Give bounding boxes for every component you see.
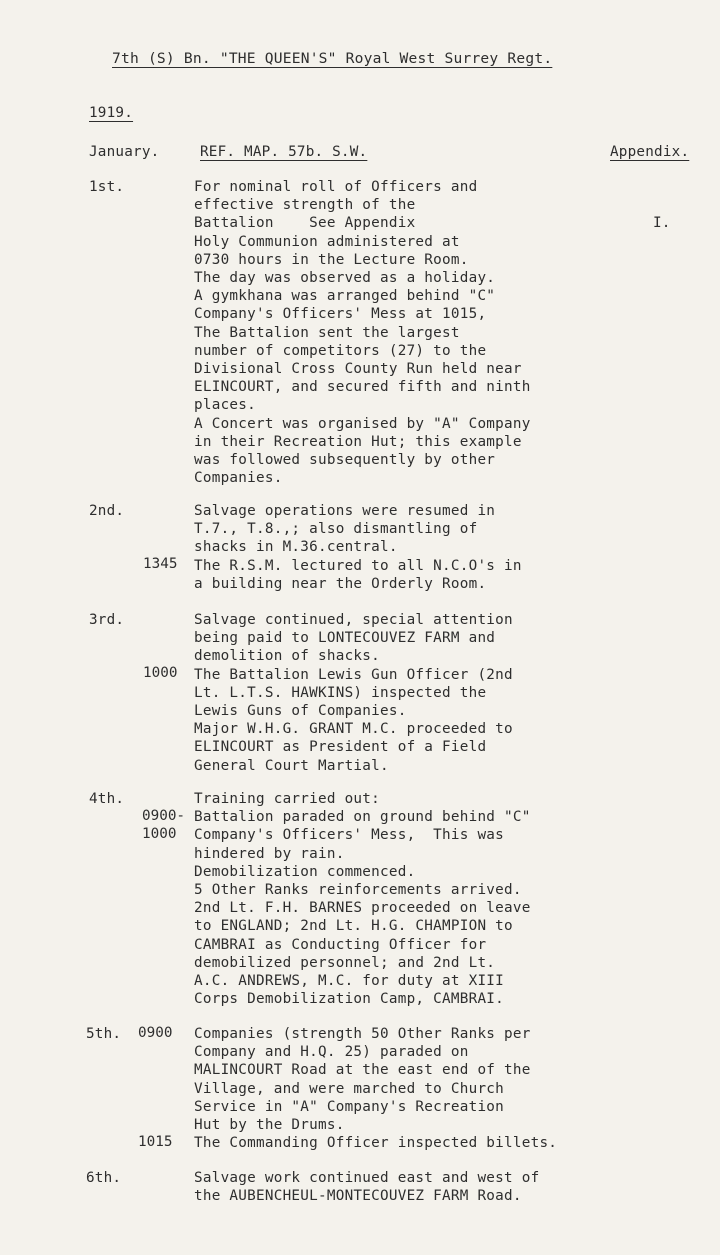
entry-date: 6th.	[86, 1170, 122, 1186]
entry-line: ELINCOURT as President of a Field	[194, 739, 487, 756]
diary-entry-5th	[194, 1025, 714, 1152]
diary-entry-6th	[194, 1169, 714, 1205]
entry-line: shacks in M.36.central.	[194, 539, 398, 556]
entry-line: hindered by rain.	[194, 845, 345, 862]
entry-line: Battalion See Appendix	[194, 215, 416, 232]
entry-line: 2nd Lt. F.H. BARNES proceeded on leave	[194, 900, 531, 917]
entry-line: Village, and were marched to Church	[194, 1080, 505, 1097]
entry-date: 3rd.	[89, 612, 125, 628]
entry-line: Battalion paraded on ground behind "C"	[194, 809, 531, 826]
entry-line: Salvage operations were resumed in	[194, 503, 496, 519]
entry-line: Company's Officers' Mess, This was	[194, 827, 505, 844]
entry-line: Companies (strength 50 Other Ranks per	[194, 1026, 531, 1042]
entry-line: The Battalion Lewis Gun Officer (2nd	[194, 666, 513, 683]
entry-line: A.C. ANDREWS, M.C. for duty at XIII	[194, 973, 505, 990]
diary-entry-4th	[194, 790, 714, 1008]
entry-line: The Battalion sent the largest	[194, 324, 460, 341]
entry-date: 4th.	[89, 791, 125, 807]
diary-entry-3rd	[194, 611, 714, 775]
month-label: January.	[89, 144, 160, 160]
entry-line: Divisional Cross County Run held near	[194, 361, 522, 378]
entry-line: A Concert was organised by "A" Company	[194, 415, 531, 432]
diary-entry-2nd	[194, 502, 714, 593]
entry-line: Holy Communion administered at	[194, 233, 460, 250]
entry-line: The Commanding Officer inspected billets.	[194, 1135, 558, 1152]
entry-time: 1000	[143, 665, 178, 681]
entry-time: 1000	[142, 826, 177, 842]
map-reference: REF. MAP. 57b. S.W.	[200, 144, 368, 160]
entry-line: MALINCOURT Road at the east end of the	[194, 1062, 531, 1079]
entry-line: Service in "A" Company's Recreation	[194, 1098, 505, 1115]
entry-line: General Court Martial.	[194, 757, 389, 774]
entry-line: number of competitors (27) to the	[194, 342, 487, 359]
entry-line: Salvage continued, special attention	[194, 612, 513, 628]
diary-entry-1st	[194, 178, 714, 487]
entry-time: 0900	[138, 1025, 173, 1041]
entry-line: effective strength of the	[194, 197, 416, 214]
entry-line: to ENGLAND; 2nd Lt. H.G. CHAMPION to	[194, 918, 513, 935]
entry-date: 1st.	[89, 179, 125, 195]
entry-line: Corps Demobilization Camp, CAMBRAI.	[194, 991, 505, 1008]
entry-line: T.7., T.8.,; also dismantling of	[194, 521, 478, 538]
entry-line: 0730 hours in the Lecture Room.	[194, 251, 469, 268]
entry-line: ELINCOURT, and secured fifth and ninth	[194, 379, 531, 396]
appendix-column-heading: Appendix.	[610, 144, 690, 160]
entry-line: being paid to LONTECOUVEZ FARM and	[194, 630, 496, 647]
entry-line: the AUBENCHEUL-MONTECOUVEZ FARM Road.	[194, 1188, 522, 1205]
entry-line: The day was observed as a holiday.	[194, 270, 496, 287]
entry-line: Lewis Guns of Companies.	[194, 703, 407, 720]
entry-line: places.	[194, 397, 257, 414]
entry-line: in their Recreation Hut; this example	[194, 433, 522, 450]
entry-line: demolition of shacks.	[194, 648, 381, 665]
entry-time: 0900-	[142, 808, 186, 824]
entry-line: For nominal roll of Officers and	[194, 179, 478, 195]
entry-line: Training carried out:	[194, 791, 381, 807]
entry-line: Company's Officers' Mess at 1015,	[194, 306, 487, 323]
entry-time: 1345	[143, 556, 178, 572]
entry-line: demobilized personnel; and 2nd Lt.	[194, 954, 496, 971]
entry-line: CAMBRAI as Conducting Officer for	[194, 936, 487, 953]
entry-line: Demobilization commenced.	[194, 863, 416, 880]
entry-line: Hut by the Drums.	[194, 1117, 345, 1134]
year-heading: 1919.	[89, 105, 134, 121]
entry-line: Major W.H.G. GRANT M.C. proceeded to	[194, 721, 513, 738]
entry-date: 2nd.	[89, 503, 125, 519]
entry-line: 5 Other Ranks reinforcements arrived.	[194, 882, 522, 899]
document-title: 7th (S) Bn. "THE QUEEN'S" Royal West Surrey Regt.	[112, 50, 553, 67]
entry-line: was followed subsequently by other	[194, 452, 496, 469]
entry-date: 5th.	[86, 1026, 122, 1042]
entry-line: a building near the Orderly Room.	[194, 575, 487, 592]
entry-line: Lt. L.T.S. HAWKINS) inspected the	[194, 684, 487, 701]
entry-line: A gymkhana was arranged behind "C"	[194, 288, 496, 305]
entry-time: 1015	[138, 1134, 173, 1150]
appendix-reference: I.	[653, 215, 671, 231]
entry-line: The R.S.M. lectured to all N.C.O's in	[194, 557, 522, 574]
entry-line: Company and H.Q. 25) paraded on	[194, 1044, 469, 1061]
entry-line: Salvage work continued east and west of	[194, 1170, 540, 1186]
entry-line: Companies.	[194, 470, 283, 487]
